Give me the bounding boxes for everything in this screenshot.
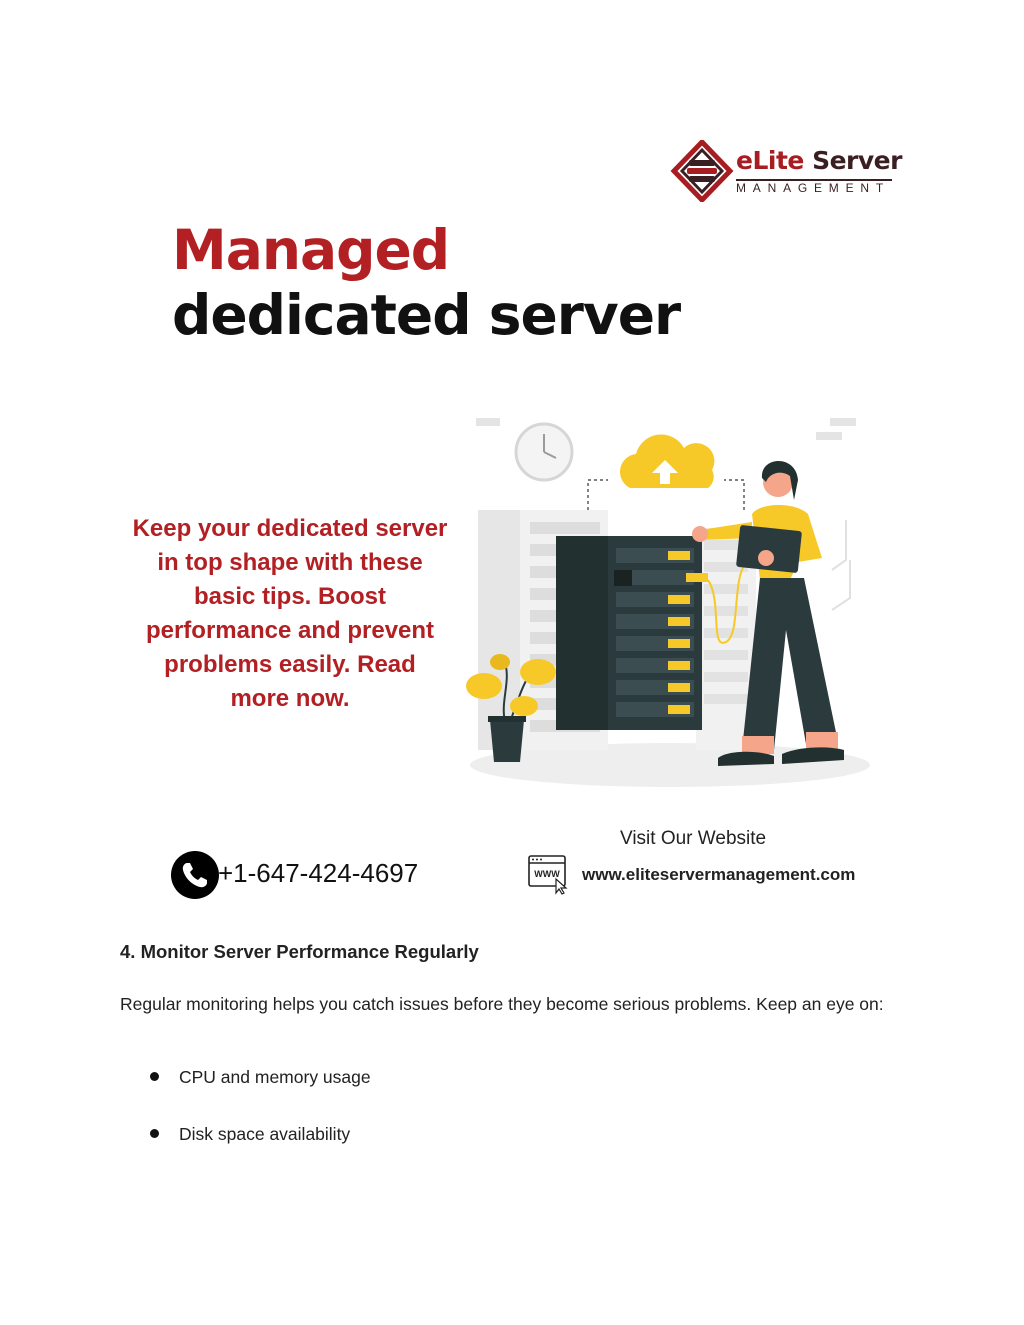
phone-icon bbox=[171, 851, 219, 899]
hero-tagline: Keep your dedicated server in top shape with these basic tips. Boost performance and prevent problems easily. Read more now. bbox=[132, 515, 448, 712]
visit-website-label: Visit Our Website bbox=[620, 828, 767, 849]
server-illustration bbox=[460, 410, 870, 795]
list-item bbox=[150, 1067, 371, 1088]
section-heading: 4. Monitor Server Performance Regularly bbox=[120, 941, 479, 962]
section-paragraph: Regular monitoring helps you catch issues before they become serious problems. Keep an eye on: bbox=[120, 994, 884, 1014]
hero-title-line1: Managed bbox=[172, 218, 450, 282]
list-item-text: Disk space availability bbox=[179, 1124, 351, 1144]
phone-number[interactable]: +1-647-424-4697 bbox=[218, 858, 419, 888]
list-item bbox=[150, 1124, 350, 1145]
bullet-icon bbox=[150, 1072, 159, 1081]
cloud-upload-icon bbox=[620, 434, 714, 488]
list-item-text: CPU and memory usage bbox=[179, 1067, 371, 1087]
clock-icon bbox=[516, 424, 572, 480]
bullet-icon bbox=[150, 1129, 159, 1138]
logo-mark-icon bbox=[670, 140, 734, 202]
www-icon-text: WWW bbox=[534, 869, 560, 879]
www-browser-icon bbox=[528, 855, 570, 895]
website-url[interactable]: www.eliteservermanagement.com bbox=[582, 865, 856, 884]
logo-name bbox=[736, 146, 902, 175]
brand-logo bbox=[670, 138, 900, 204]
logo-subtitle: MANAGEMENT bbox=[736, 181, 891, 195]
hero-title-line2: dedicated server bbox=[172, 283, 681, 347]
logo-name-accent: eLite bbox=[736, 146, 804, 175]
logo-name-rest: Server bbox=[812, 146, 902, 175]
